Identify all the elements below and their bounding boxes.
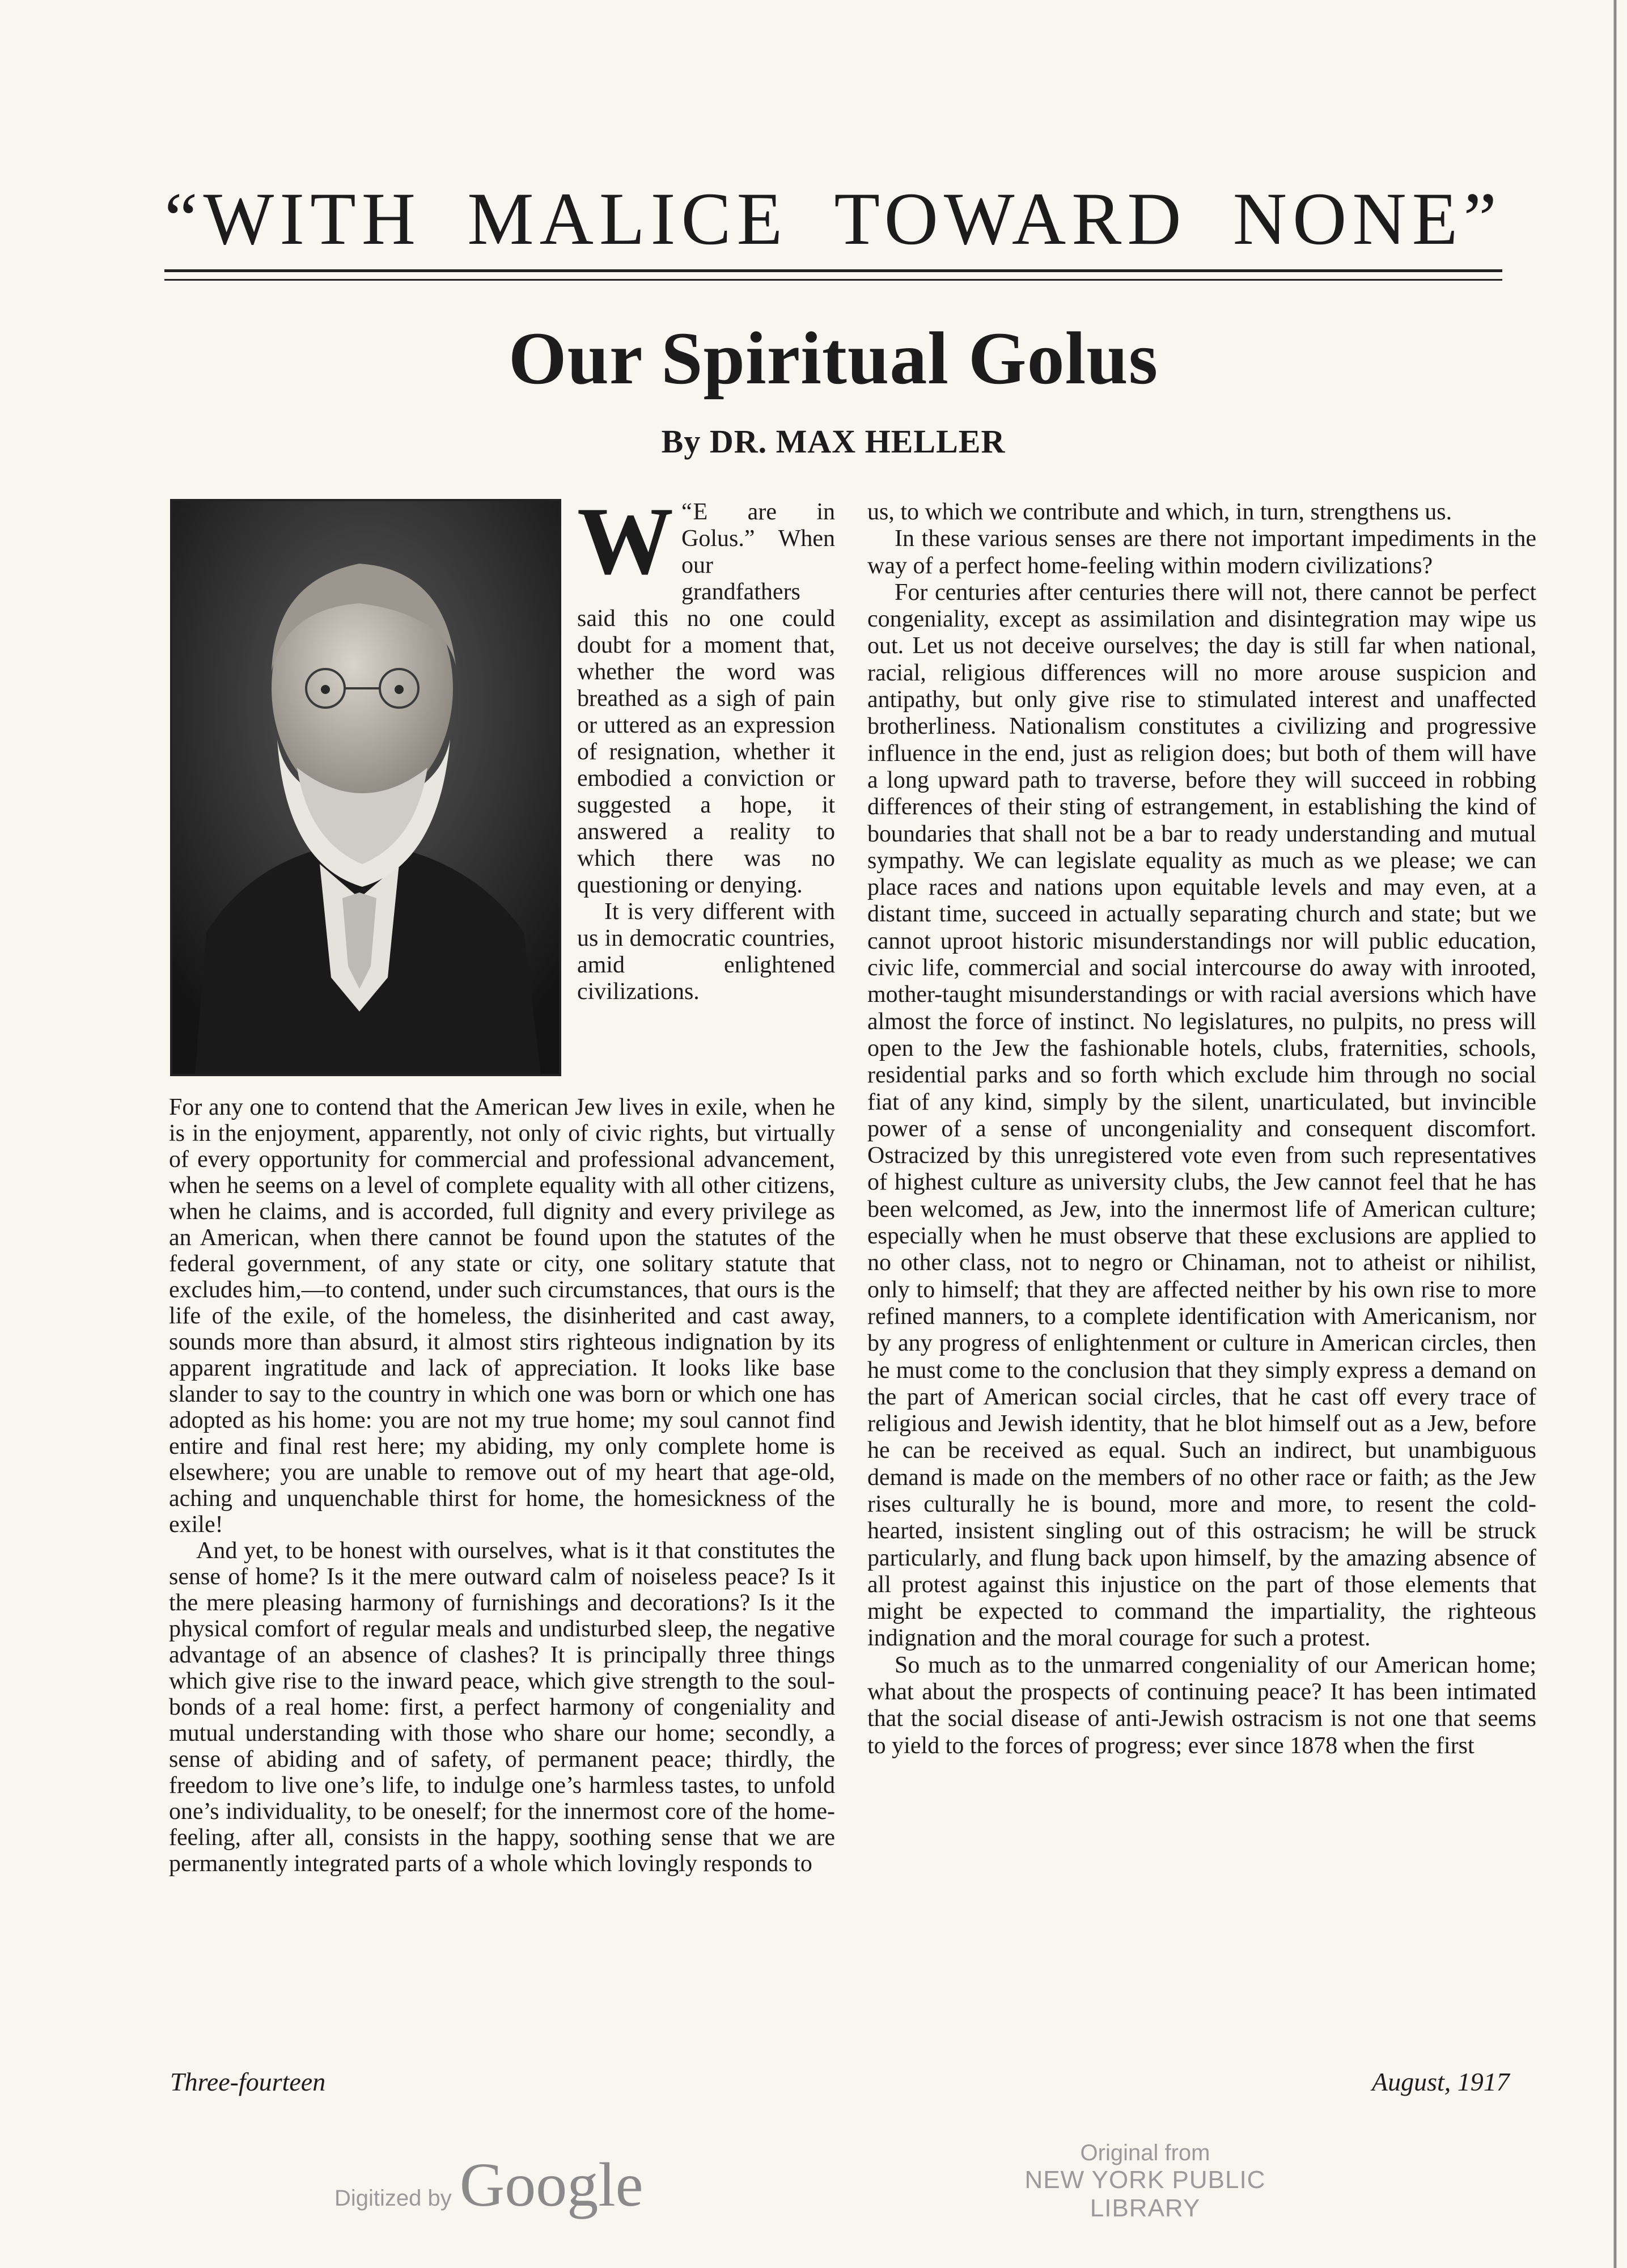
intro-paragraph [577, 488, 835, 899]
paragraph-2-start: It is very different with us in democratic countries, amid enlightened civilizations. [577, 899, 835, 1005]
author-portrait-photo [170, 499, 561, 1076]
page-number-label: Three-fourteen [170, 2067, 326, 2096]
library-watermark [975, 2140, 1315, 2223]
article-title: Our Spiritual Golus [508, 316, 1159, 400]
paragraph-5: For centuries after centuries there will not, there cannot be perfect congeniality, except as assimilation and disintegration may wipe us out. Let us not deceive ourselves; the day is still far when national, racial, religious differences will no more arouse suspicion and antipathy, but only give rise to stimulated interest and unaffected brotherliness. Nationalism constitutes a civilizing and progressive influence in the end, just as religion does; but both of them will have a long upward path to traverse, before they will succeed in robbing differences of their sting of estrangement, in establishing the kind of boundaries that shall not be a bar to ready understanding and mutual sympathy. We can legislate equality as much as we please; we can place races and nations upon equitable levels and may even, at a distant time, succeed in actually separating church and state; but we cannot uproot historic misunderstandings nor will public education, civic life, commercial and social intercourse do away with inrooted, mother-taught misunderstandings or with racial aversions which have almost the force of instinct. No legislatures, no pulpits, no press will open to the Jew the fashionable hotels, clubs, fraternities, schools, residential parks and so forth which exclude him through no social fiat of any kind, simply by the silent, unarticulated, but invincible power of a sense of uncongeniality and consequent discomfort. Ostracized by this unregistered vote even from such representatives of highest culture as university clubs, the Jew cannot feel that he has been welcomed, as Jew, into the innermost life of American culture; especially when he must observe that these exclusions are applied to no other class, not to negro or Chinaman, not to atheist or nihilist, only to himself; that they are affected neither by his own rise to more refined manners, to a complete identification with Americanism, nor by any progress of enlightenment or culture in American circles, then he must come to the conclusion that they simply express a demand on the part of American social circles, that he cast off every trace of religious and Jewish identity, that he blot himself out as a Jew, before he can be received as equal. Such an indirect, but unambiguous demand is made on the members of no other race or faith; as the Jew rises culturally he is bound, more and more, to resent the cold-hearted, insistent singling out of this ostracism; he will be struck particularly, and flung back upon himself, by the amazing absence of all protest against this injustice on the part of those elements that might be expected to command the impartiality, the righteous indignation and the moral courage for such a protest. [867, 579, 1536, 1652]
article-byline: By DR. MAX HELLER [661, 423, 1006, 460]
section-heading-word-2: MALICE [467, 176, 789, 260]
portrait-illustration [172, 501, 559, 1074]
column-2-text [867, 499, 1536, 1759]
paragraph-2-continued: For any one to contend that the American Jew lives in exile, when he is in the enjoyment, apparently, not only of civic rights, but virtually of every opportunity for commercial and professional advancement, when he seems on a level of complete equality with all other citizens, when he claims, and is accorded, full dignity and every privilege as an American, when there cannot be found upon the statutes of the federal government, of any state or city, one solitary statute that excludes him,—to contend, under such circumstances, that ours is the life of the exile, of the homeless, the disinherited and cast away, sounds more than absurd, it almost stirs righteous indignation by its apparent ingratitude and lack of appreciation. It looks like base slander to say to the country in which one was born or which one has adopted as his home: you are not my true home; my soul cannot find entire and final rest here; my abiding, my only complete home is elsewhere; you are unable to remove out of my heart that age-old, aching and unquenchable thirst for home, the homesickness of the exile! [169, 1094, 835, 1538]
issue-date: August, 1917 [1372, 2067, 1510, 2096]
section-heading-word-1: “WITH [164, 176, 422, 260]
section-heading-word-4: NONE” [1232, 176, 1502, 260]
heading-rule-thick [164, 269, 1502, 272]
original-from-text: Original from [1080, 2140, 1210, 2165]
paragraph-6: So much as to the unmarred congeniality of our American home; what about the prospects of continuing peace? It has been intimated that the social disease of anti-Jewish ostracism is not one that seems to yield to the forces of progress; ever since 1878 when the first [867, 1652, 1536, 1759]
drop-cap-letter: W [577, 488, 673, 594]
digitized-by-watermark [334, 2149, 643, 2221]
paragraph-3: And yet, to be honest with ourselves, what is it that constitutes the sense of home? Is it the mere outward calm of noiseless peace? Is it the mere pleasing harmony of furnishings and decorations? Is it the physical comfort of regular meals and undisturbed sleep, the negative advantage of an absence of clashes? It is principally three things which give rise to the inward peace, which give strength to the soul-bonds of a real home: first, a perfect harmony of congeniality and mutual understanding with those who share our home; secondly, a sense of abiding and of safety, of permanent peace; thirdly, the freedom to live one’s life, to indulge one’s harmless tastes, to unfold one’s individuality, to be oneself; for the innermost core of the home-feeling, after all, consists in the happy, soothing sense that we are permanently integrated parts of a whole which lovingly responds to [169, 1538, 835, 1877]
library-name-text: NEW YORK PUBLIC LIBRARY [1024, 2166, 1266, 2222]
intro-paragraph-text: E are in Golus.” When our grandfathers said this no one could doubt for a moment that, whether the word was breathed as a sigh of pain or uttered as an expression of resignation, whether it embodied a conviction or suggested a hope, it answered a reality to which there was no questioning or denying. [577, 499, 835, 898]
paragraph-4: In these various senses are there not important impediments in the way of a perfect home-feeling within modern civilizations? [867, 526, 1536, 579]
column-1-bottom-text [169, 1094, 835, 1877]
scan-edge-shadow [1613, 0, 1617, 2268]
digitized-by-text: Digitized by [334, 2186, 452, 2211]
google-logo: Google [459, 2150, 643, 2219]
column-1-top-text [577, 488, 835, 1005]
section-heading [164, 176, 1502, 261]
paragraph-3-continued: us, to which we contribute and which, in turn, strengthens us. [867, 499, 1452, 525]
heading-rule-thin [164, 279, 1502, 281]
section-heading-word-3: TOWARD [834, 176, 1187, 260]
opening-quote: “ [681, 499, 692, 525]
